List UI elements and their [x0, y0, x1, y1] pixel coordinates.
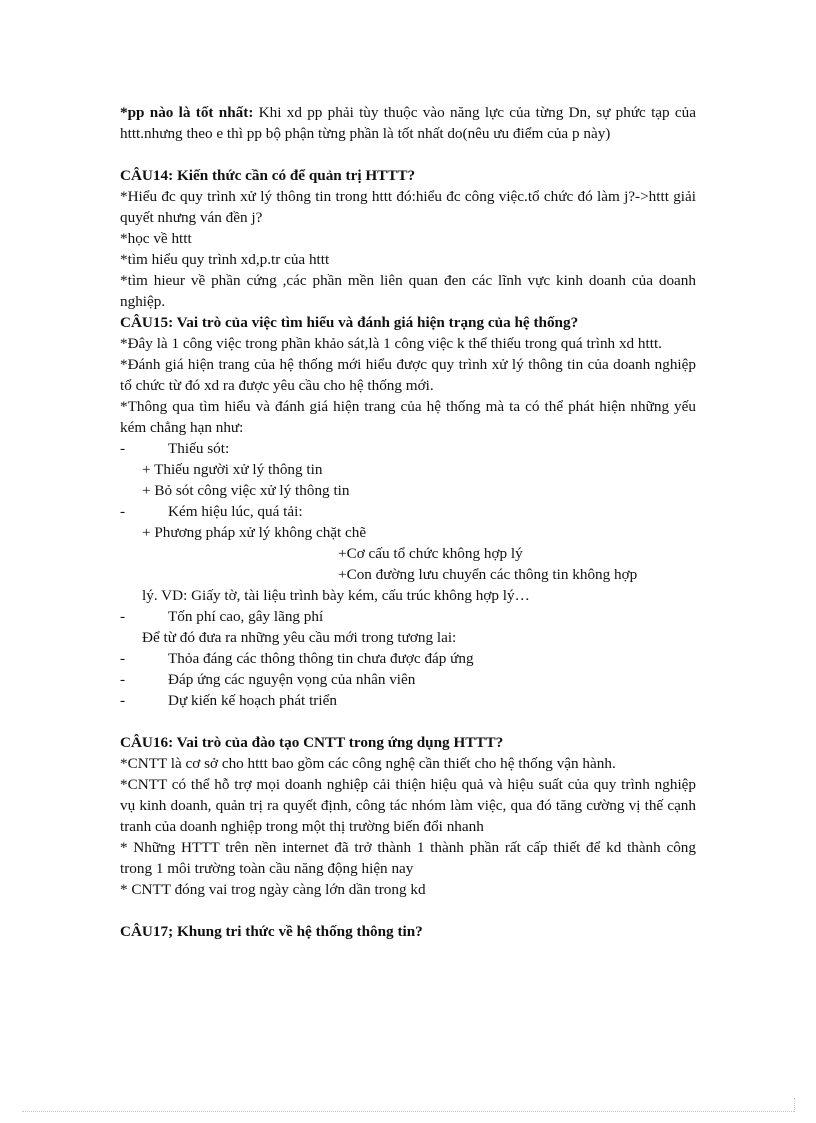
q14-item: *học về httt — [120, 230, 192, 247]
list-item: - Dự kiến kế hoạch phát triển — [120, 692, 337, 709]
document-page — [120, 102, 696, 942]
q16-paragraph: * Những HTTT trên nền internet đã trở thành 1 thành phần rất cấp thiết để kd thành công trong 1 môi trường toàn cầu năng động hiện nay — [120, 839, 696, 877]
list-item: - Thỏa đáng các thông thông tin chưa được đáp ứng — [120, 650, 474, 667]
q16-paragraph: *CNTT là cơ sở cho httt bao gồm các công nghệ cần thiết cho hệ thống vận hành. — [120, 755, 616, 772]
list-item: - Đáp ứng các nguyện vọng của nhân viên — [120, 671, 416, 688]
pp-paragraph — [120, 102, 696, 144]
list-item: + Phương pháp xử lý không chặt chẽ — [142, 524, 367, 541]
q16-heading: CÂU16: Vai trò của đào tạo CNTT trong ứng dụng HTTT? — [120, 734, 504, 751]
list-item-continuation: lý. VD: Giấy tờ, tài liệu trình bày kém, cấu trúc không hợp lý… — [142, 587, 530, 604]
q14-heading: CÂU14: Kiến thức cần có để quản trị HTTT? — [120, 167, 416, 184]
q14-item: *tìm hiểu quy trình xd,p.tr của httt — [120, 251, 330, 268]
q17-heading: CÂU17; Khung tri thức về hệ thống thông tin? — [120, 923, 423, 940]
q14-item: *tìm hieur về phần cứng ,các phần mền liên quan đen các lĩnh vực kinh doanh của doanh nghiệp. — [120, 272, 696, 310]
list-item: +Con đường lưu chuyển các thông tin không hợp — [338, 566, 638, 583]
q15-paragraph: *Thông qua tìm hiểu và đánh giá hiện trang của hệ thống mà ta có thể phát hiện những yếu kém chẳng hạn như: — [120, 398, 696, 436]
q15-paragraph: *Đánh giá hiện trang của hệ thống mới hiểu được quy trình xử lý thông tin của doanh nghiệp tổ chức từ đó xd ra được yêu cầu cho hệ thống mới. — [120, 356, 696, 394]
pp-label: *pp nào là tốt nhất: — [120, 104, 254, 121]
list-item: - Tốn phí cao, gây lãng phí — [120, 608, 324, 625]
list-item: - Thiếu sót: — [120, 440, 230, 457]
list-item: + Thiếu người xử lý thông tin — [142, 461, 323, 478]
q16-paragraph: * CNTT đóng vai trog ngày càng lớn dần trong kd — [120, 881, 426, 898]
q14-item: *Hiểu đc quy trình xử lý thông tin trong httt đó:hiểu đc công việc.tổ chức đó làm j?->httt giải quyết nhưng ván đền j? — [120, 188, 696, 226]
q16-paragraph: *CNTT có thể hỗ trợ mọi doanh nghiệp cải thiện hiệu quả và hiệu suất của quy trình nghiệp vụ kinh doanh, quản trị ra quyết định, công tác nhóm làm việc, qua đó tăng cường vị thế cạnh tranh của doanh nghiệp trong một thị trường biến đổi nhanh — [120, 776, 696, 835]
q15-paragraph: *Đây là 1 công việc trong phần khảo sát,là 1 công việc k thể thiếu trong quá trình xd httt. — [120, 335, 662, 352]
list-item: +Cơ cấu tổ chức không hợp lý — [338, 545, 523, 562]
list-item: + Bỏ sót công việc xử lý thông tin — [142, 482, 350, 499]
page-corner-mark — [794, 1098, 795, 1112]
q15-heading: CÂU15: Vai trò của việc tìm hiểu và đánh giá hiện trạng của hệ thống? — [120, 314, 579, 331]
pp-text: Khi xd pp phải tùy thuộc vào năng lực của từng Dn, sự phức tạp của httt.nhưng theo e thì pp bộ phận từng phần là tốt nhất do(nêu ưu điểm của p này) — [120, 104, 696, 142]
page-bottom-border — [22, 1111, 794, 1112]
q15-conclusion: Để từ đó đưa ra những yêu cầu mới trong tương lai: — [142, 629, 457, 646]
list-item: - Kém hiệu lúc, quá tải: — [120, 503, 303, 520]
